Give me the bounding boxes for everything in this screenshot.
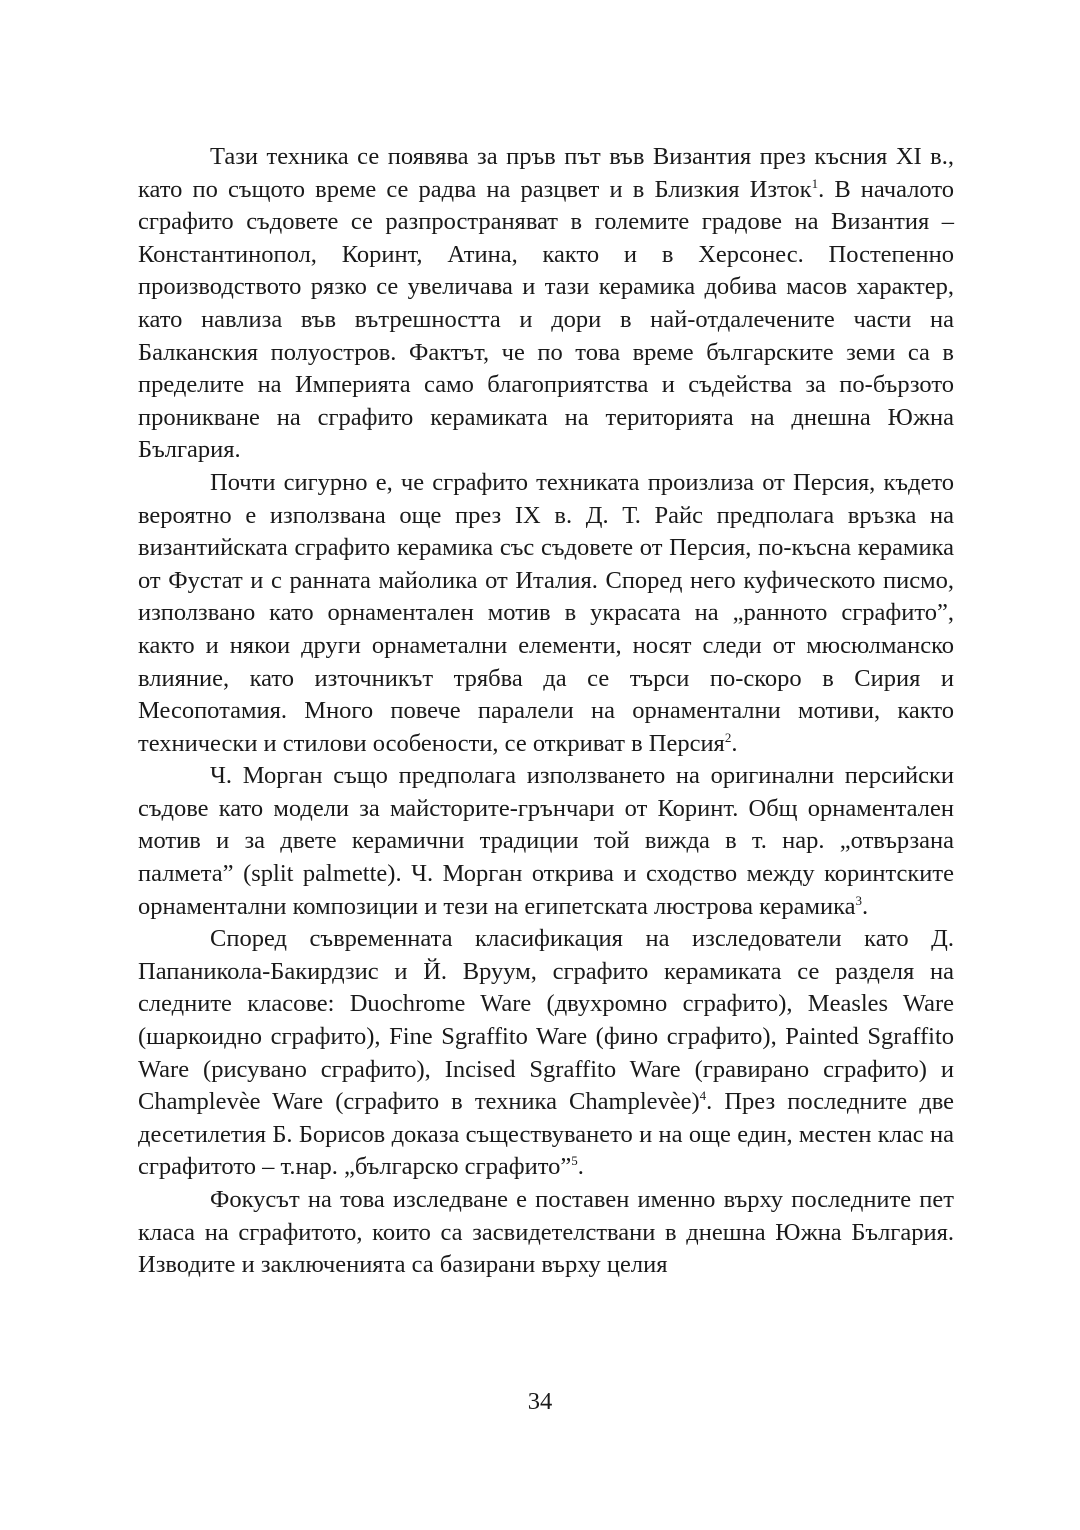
paragraph-4-tail: . През последните две десетилетия Б. Борисов доказа съществуването и на още един, местен клас на сграфитото – т.нар. „българско сграфито” [138, 1088, 954, 1181]
page-body [138, 141, 954, 1282]
paragraph-4 [138, 923, 954, 1184]
paragraph-3 [138, 760, 954, 923]
page-number: 34 [527, 1388, 553, 1415]
paragraph-1-tail: . В началото сграфито съдовете се разпространяват в големите градове на Византия – Константинопол, Коринт, Атина, както и в Херсонес. Постепенно производството рязко се увеличава и тази керамика добива масов характер, като навлиза във вътрешността и дори в най-отдалечените части на Балканския полуостров. Фактът, че по това време българските земи са в пределите на Империята само благоприятства и съдейства за по-бързото проникване на сграфито керамиката на територията на днешна Южна България. [138, 175, 954, 464]
footnote-ref-1[interactable]: 1 [811, 175, 819, 191]
paragraph-5-text: Фокусът на това изследване е поставен именно върху последните пет класа на сграфитото, които са засвидетелствани в днешна Южна България. Изводите и заключенията са базирани върху целия [138, 1186, 954, 1279]
footnote-ref-5[interactable]: 5 [571, 1153, 578, 1169]
paragraph-5 [138, 1184, 954, 1282]
paragraph-2-text: Почти сигурно е, че сграфито техниката произлиза от Персия, където вероятно е използвана още през IX в. Д. Т. Райс предполага връзка на византийската сграфито керамика със съдовете от Персия, по-късна керамика от Фустат и с ранната майолика от Италия. Според него куфическото писмо, използвано като орнаментален мотив в украсата на „ранното сграфито”, както и някои други орнаметални елементи, носят следи от мюсюлманско влияние, като източникът трябва да се търси по-скоро в Сирия и Месопотамия. Много повече паралели на орнаментални мотиви, както технически и стилови особености, се откриват в Персия [138, 468, 954, 757]
paragraph-4-text: Според съвременната класификация на изследователи като Д. Папаникола-Бакирдзис и Й. Вруум, сграфито керамиката се разделя на следните класове: Duochrome Ware (двухромно сграфито), Measles Ware (шаркоидно сграфито), Fine Sgraffito Ware (фино сграфито), Painted Sgraffito Ware (рисувано сграфито), Incised Sgraffito Ware (гравирано сграфито) и Champlevèe Ware (сграфито в техника Champlevèe) [138, 925, 954, 1116]
paragraph-1-text: Тази техника се появява за пръв път във Византия през късния XI в., като по същото време се радва на разцвет и в Близкия Изток [138, 143, 954, 203]
paragraph-3-text: Ч. Морган също предполага използването на оригинални персийски съдове като модели за майсторите-грънчари от Коринт. Общ орнаментален мотив и за двете керамични традиции той вижда в т. нар. „отвързана палмета” (split palmette). Ч. Морган открива и сходство между коринтските орнаментални композиции и тези на египетската люстрова керамика [138, 762, 954, 920]
paragraph-1 [138, 141, 954, 467]
paragraph-2 [138, 467, 954, 760]
footnote-ref-3[interactable]: 3 [855, 892, 862, 908]
footnote-ref-2[interactable]: 2 [724, 729, 732, 745]
paragraph-3-tail: . [862, 892, 869, 920]
footnote-ref-4[interactable]: 4 [699, 1088, 707, 1104]
paragraph-2-tail: . [731, 729, 738, 757]
paragraph-4-tail-2: . [577, 1153, 584, 1181]
